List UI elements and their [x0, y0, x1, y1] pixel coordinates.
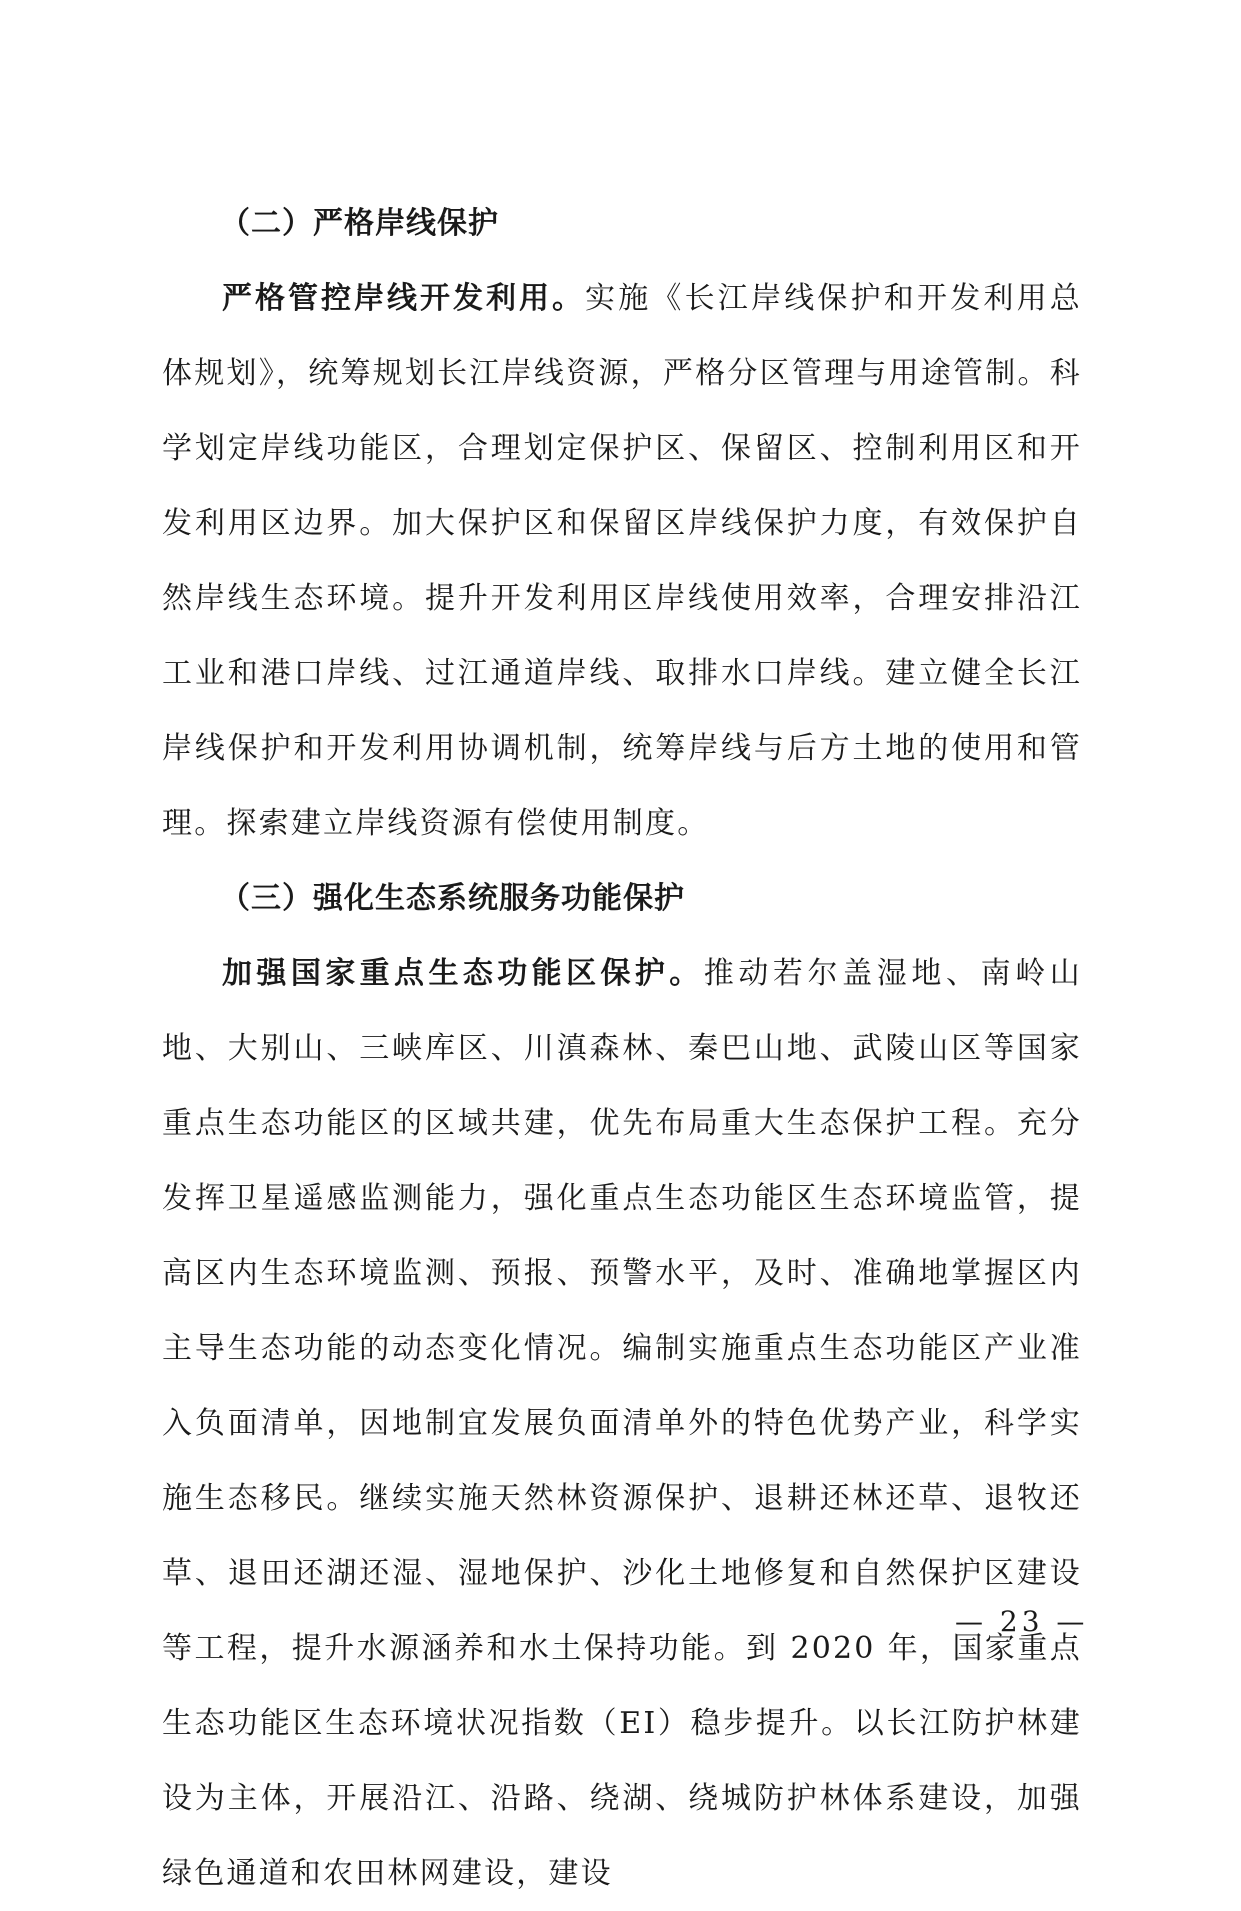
- section-heading-shoreline: （二）严格岸线保护: [220, 206, 499, 241]
- paragraph-key-ecological-zones: [162, 936, 1082, 1911]
- paragraph-body: 实施《长江岸线保护和开发利用总体规划》，统筹规划长江岸线资源，严格分区管理与用途管制。科学划定岸线功能区，合理划定保护区、保留区、控制利用区和开发利用区边界。加大保护区和保留区岸线保护力度，有效保护自然岸线生态环境。提升开发利用区岸线使用效率，合理安排沿江工业和港口岸线、过江通道岸线、取排水口岸线。建立健全长江岸线保护和开发利用协调机制，统筹岸线与后方土地的使用和管理。探索建立岸线资源有偿使用制度。: [162, 281, 1082, 841]
- paragraph-lead: 加强国家重点生态功能区保护。: [222, 956, 704, 991]
- paragraph-lead: 严格管控岸线开发利用。: [222, 281, 585, 316]
- paragraph-body: 推动若尔盖湿地、南岭山地、大别山、三峡库区、川滇森林、秦巴山地、武陵山区等国家重点生态功能区的区域共建，优先布局重大生态保护工程。充分发挥卫星遥感监测能力，强化重点生态功能区生态环境监管，提高区内生态环境监测、预报、预警水平，及时、准确地掌握区内主导生态功能的动态变化情况。编制实施重点生态功能区产业准入负面清单，因地制宜发展负面清单外的特色优势产业，科学实施生态移民。继续实施天然林资源保护、退耕还林还草、退牧还草、退田还湖还湿、湿地保护、沙化土地修复和自然保护区建设等工程，提升水源涵养和水土保持功能。到 2020 年，国家重点生态功能区生态环境状况指数（EI）稳步提升。以长江防护林建设为主体，开展沿江、沿路、绕湖、绕城防护林体系建设，加强绿色通道和农田林网建设，建设: [162, 956, 1083, 1891]
- page-number: — 23 —: [955, 1605, 1089, 1638]
- paragraph-shoreline-control: [162, 261, 1082, 861]
- document-content: [162, 186, 1082, 1911]
- section-heading-ecosystem-services: （三）强化生态系统服务功能保护: [220, 881, 685, 916]
